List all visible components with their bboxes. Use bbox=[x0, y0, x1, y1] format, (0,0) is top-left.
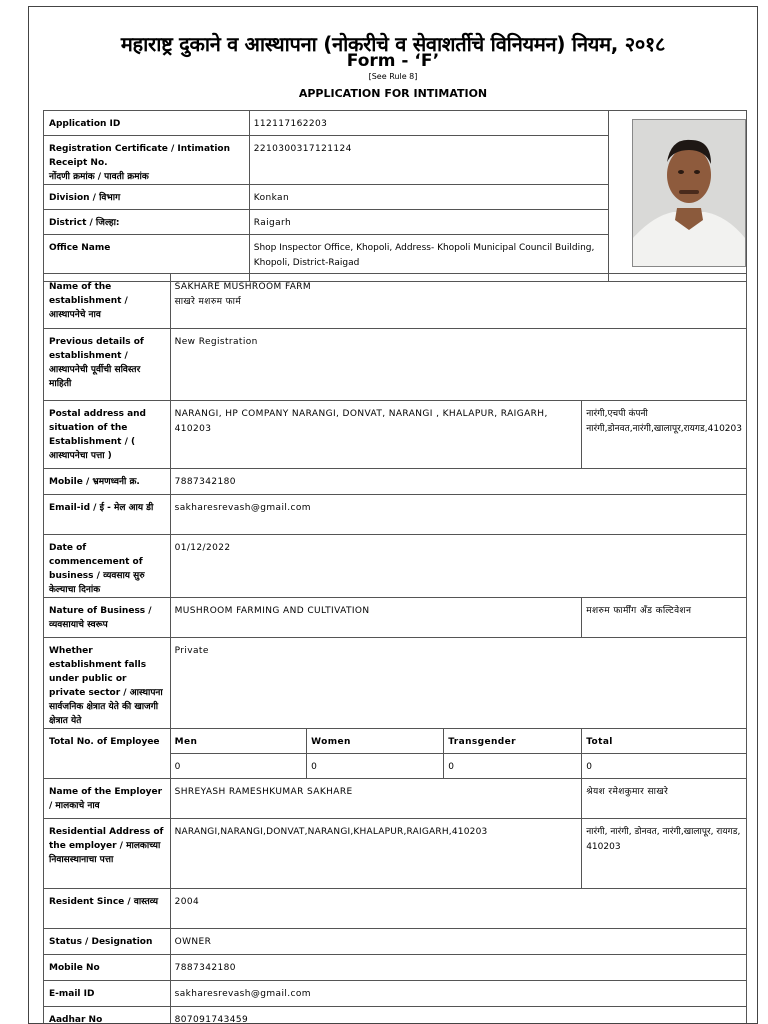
resident-since-label: Resident Since / वास्तव्य bbox=[44, 889, 171, 929]
division-label: Division / विभाग bbox=[44, 185, 250, 210]
designation-value: OWNER bbox=[170, 929, 746, 955]
registration-label bbox=[44, 136, 250, 185]
rule-reference: [See Rule 8] bbox=[368, 72, 418, 81]
registration-label-en: Registration Certificate / Intimation Receipt No. bbox=[49, 144, 230, 168]
application-id-label: Application ID bbox=[44, 111, 250, 136]
office-value: Shop Inspector Office, Khopoli, Address- Khopoli Municipal Council Building, Khopoli, District-Raigad bbox=[249, 235, 609, 282]
aadhar-label: Aadhar No bbox=[44, 1007, 171, 1024]
employee-header-transgender: Transgender bbox=[444, 729, 582, 754]
employer-name-value-mr: श्रेयश रमेशकुमार साखरे bbox=[582, 779, 747, 819]
sector-value: Private bbox=[170, 638, 746, 729]
residential-address-value: NARANGI,NARANGI,DONVAT,NARANGI,KHALAPUR,RAIGARH,410203 bbox=[170, 819, 582, 889]
business-nature-value-mr: मशरुम फार्मींग अँड कल्टिवेशन bbox=[582, 598, 747, 638]
office-label: Office Name bbox=[44, 235, 250, 282]
employer-mobile-value: 7887342180 bbox=[170, 955, 746, 981]
employee-count-total: 0 bbox=[582, 754, 747, 779]
postal-address-value-mr: नारंगी,एचपी कंपनी नारंगी,डोनवत,नारंगी,खालापूर,रायगड,410203 bbox=[582, 401, 747, 469]
total-employee-label: Total No. of Employee bbox=[44, 729, 171, 779]
district-label: District / जिल्हा: bbox=[44, 210, 250, 235]
employee-count-men: 0 bbox=[170, 754, 307, 779]
form-heading: APPLICATION FOR INTIMATION bbox=[298, 87, 488, 100]
residential-address-label: Residential Address of the employer / मालकाच्या निवासस्थानाचा पत्ता bbox=[44, 819, 171, 889]
establishment-name-label: Name of the establishment / आस्थापनेचे नाव bbox=[44, 274, 171, 329]
division-value: Konkan bbox=[249, 185, 609, 210]
designation-label: Status / Designation bbox=[44, 929, 171, 955]
employer-email-value: sakharesrevash@gmail.com bbox=[170, 981, 746, 1007]
establishment-name-value bbox=[170, 274, 746, 329]
photo-frame bbox=[622, 111, 746, 271]
form-page bbox=[28, 6, 758, 1024]
aadhar-value: 807091743459 bbox=[170, 1007, 746, 1024]
establishment-name-en: SAKHARE MUSHROOM FARM bbox=[174, 282, 312, 292]
application-id-value: 112117162203 bbox=[249, 111, 609, 136]
resident-since-value: 2004 bbox=[170, 889, 746, 929]
district-value: Raigarh bbox=[249, 210, 609, 235]
residential-address-value-mr: नारंगी, नारंगी, डोनवत, नारंगी,खालापूर, रायगड, 410203 bbox=[582, 819, 747, 889]
registration-value: 2210300317121124 bbox=[249, 136, 609, 185]
employer-email-label: E-mail ID bbox=[44, 981, 171, 1007]
employer-name-label: Name of the Employer / मालकाचे नाव bbox=[44, 779, 171, 819]
email-label: Email-id / ई - मेल आय डी bbox=[44, 495, 171, 535]
sector-label: Whether establishment falls under public or private sector / आस्थापना सार्वजनिक क्षेत्रात येते की खाजगी क्षेत्रात येते bbox=[44, 638, 171, 729]
postal-address-value: NARANGI, HP COMPANY NARANGI, DONVAT, NARANGI , KHALAPUR, RAIGARH, 410203 bbox=[170, 401, 582, 469]
registration-label-mr: नोंदणी क्रमांक / पावती क्रमांक bbox=[49, 172, 149, 182]
postal-address-label: Postal address and situation of the Establishment / ( आस्थापनेचा पत्ता ) bbox=[44, 401, 171, 469]
establishment-details-table bbox=[43, 273, 747, 1024]
employee-header-women: Women bbox=[307, 729, 444, 754]
commencement-label: Date of commencement of business / व्यवसाय सुरु केल्याचा दिनांक bbox=[44, 535, 171, 598]
mobile-label: Mobile / भ्रमणध्वनी क्र. bbox=[44, 469, 171, 495]
business-nature-label: Nature of Business / व्यवसायाचे स्वरूप bbox=[44, 598, 171, 638]
employee-count-women: 0 bbox=[307, 754, 444, 779]
employee-header-total: Total bbox=[582, 729, 747, 754]
mobile-value: 7887342180 bbox=[170, 469, 746, 495]
form-subtitle: Form - ‘F’ bbox=[346, 51, 440, 71]
employer-mobile-label: Mobile No bbox=[44, 955, 171, 981]
previous-details-label: Previous details of establishment / आस्थापनेची पूर्वीची सविस्तर माहिती bbox=[44, 329, 171, 401]
previous-details-value: New Registration bbox=[170, 329, 746, 401]
employer-name-value: SHREYASH RAMESHKUMAR SAKHARE bbox=[170, 779, 582, 819]
establishment-name-mr: साखरे मशरुम फार्म bbox=[174, 297, 242, 307]
form-title: महाराष्ट्र दुकाने व आस्थापना (नोकरीचे व सेवाशर्तीचे विनियमन) नियम, २०१८ bbox=[120, 32, 666, 56]
business-nature-value: MUSHROOM FARMING AND CULTIVATION bbox=[170, 598, 582, 638]
email-value: sakharesrevash@gmail.com bbox=[170, 495, 746, 535]
employee-count-transgender: 0 bbox=[444, 754, 582, 779]
applicant-photo bbox=[632, 119, 746, 267]
commencement-value: 01/12/2022 bbox=[170, 535, 746, 598]
employee-header-men: Men bbox=[170, 729, 307, 754]
